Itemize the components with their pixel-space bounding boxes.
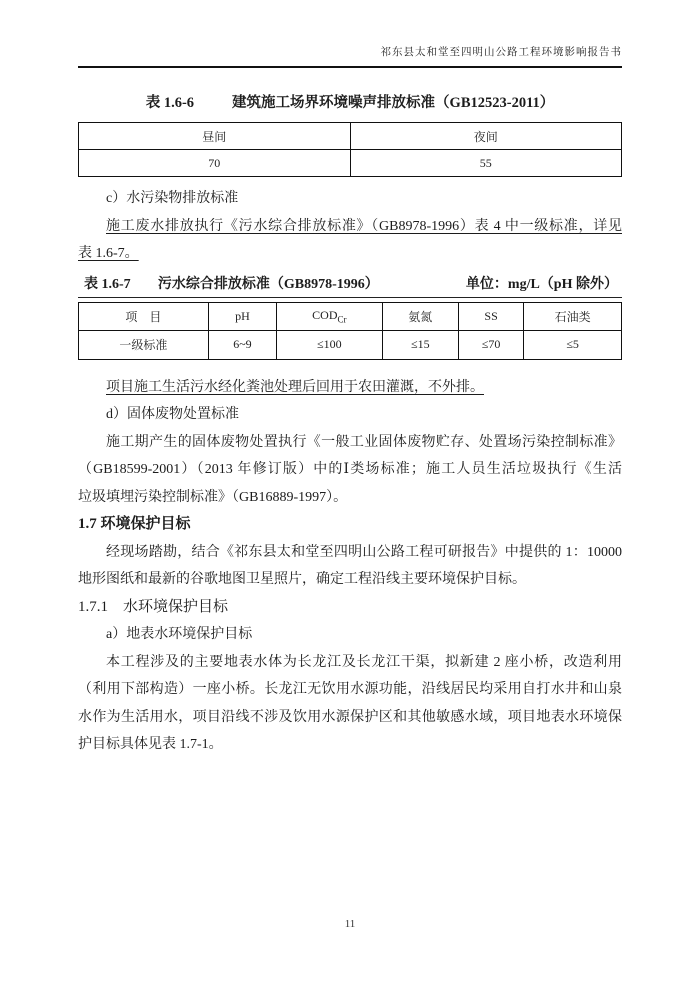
para-a-line-4: 护目标具体见表 1.7-1。 xyxy=(78,737,223,752)
ww-value-cod: ≤100 xyxy=(277,331,383,360)
table-row xyxy=(79,150,622,177)
running-header xyxy=(78,44,622,68)
heading-d: d）固体废物处置标准 xyxy=(106,407,239,422)
table-wastewater-standard xyxy=(78,302,622,360)
ww-value-ph: 6~9 xyxy=(208,331,276,360)
reuse-note: 项目施工生活污水经化粪池处理后回用于农田灌溉，不外排。 xyxy=(106,379,484,395)
page-number: 11 xyxy=(344,918,356,930)
table-noise-standard xyxy=(78,122,622,177)
table-1-6-6-caption-label: 表 1.6-6 xyxy=(145,95,195,111)
para-d-line-3: 垃圾填埋污染控制标准》（GB16889-1997）。 xyxy=(78,489,348,505)
table-1-6-6-caption-title: 建筑施工场界环境噪声排放标准（GB12523-2011） xyxy=(232,95,555,111)
table-1-6-7-caption-label: 表 1.6-7 xyxy=(84,276,131,292)
table-1-6-7-caption-unit: 单位：mg/L（pH 除外） xyxy=(465,276,618,292)
para-c-line-2: 表 1.6-7。 xyxy=(78,246,139,261)
ww-header-cod xyxy=(277,302,383,331)
cod-subscript: Cr xyxy=(337,314,347,325)
noise-value-night: 55 xyxy=(350,150,622,177)
table-1-6-6-caption xyxy=(78,93,622,113)
noise-header-day: 昼间 xyxy=(79,123,351,150)
table-row xyxy=(79,302,622,331)
heading-a: a）地表水环境保护目标 xyxy=(106,627,253,642)
ww-header-ss: SS xyxy=(458,302,523,331)
ww-value-petroleum: ≤5 xyxy=(524,331,622,360)
noise-header-night: 夜间 xyxy=(350,123,622,150)
para-c-line-1: 施工废水排放执行《污水综合排放标准》（GB8978-1996）表 4 中一级标准，详见 xyxy=(106,218,622,234)
ww-value-ammonia: ≤15 xyxy=(382,331,458,360)
para-d-line-1: 施工期产生的固体废物处置执行《一般工业固体废物贮存、处置场污染控制标准》 xyxy=(106,434,622,450)
page-content xyxy=(78,68,622,759)
table-1-6-7-caption xyxy=(78,272,622,298)
ww-header-item: 项 目 xyxy=(79,302,209,331)
cod-main: COD xyxy=(312,308,338,323)
table-row xyxy=(79,331,622,360)
para-1-7-line-2: 地形图纸和最新的谷歌地图卫星照片，确定工程沿线主要环境保护目标。 xyxy=(78,572,526,587)
table-row xyxy=(79,123,622,150)
para-a-line-2: （利用下部构造）一座小桥。长龙江无饮用水源功能，沿线居民均采用自打水井和山泉 xyxy=(78,682,622,697)
para-1-7-line-1: 经现场踏勘，结合《祁东县太和堂至四明山公路工程可研报告》中提供的 1：10000 xyxy=(106,544,622,560)
para-d-line-2: （GB18599-2001）（2013 年修订版）中的Ⅰ类场标准；施工人员生活垃圾执行《生活 xyxy=(78,462,622,477)
ww-value-ss: ≤70 xyxy=(458,331,523,360)
heading-1-7-1: 1.7.1 水环境保护目标 xyxy=(78,598,229,615)
ww-header-ammonia: 氨氮 xyxy=(382,302,458,331)
heading-c: c）水污染物排放标准 xyxy=(106,191,239,206)
heading-1-7: 1.7 环境保护目标 xyxy=(78,516,191,532)
running-header-title: 祁东县太和堂至四明山公路工程环境影响报告书 xyxy=(380,47,622,58)
para-a-line-1: 本工程涉及的主要地表水体为长龙江及长龙江干渠，拟新建 2 座小桥，改造利用 xyxy=(106,654,622,670)
ww-header-ph: pH xyxy=(208,302,276,331)
para-a-line-3: 水作为生活用水，项目沿线不涉及饮用水源保护区和其他敏感水域，项目地表水环境保 xyxy=(78,709,622,725)
ww-value-item: 一级标准 xyxy=(79,331,209,360)
ww-header-petroleum: 石油类 xyxy=(524,302,622,331)
noise-value-day: 70 xyxy=(79,150,351,177)
table-1-6-7-caption-title: 污水综合排放标准（GB8978-1996） xyxy=(157,276,379,292)
